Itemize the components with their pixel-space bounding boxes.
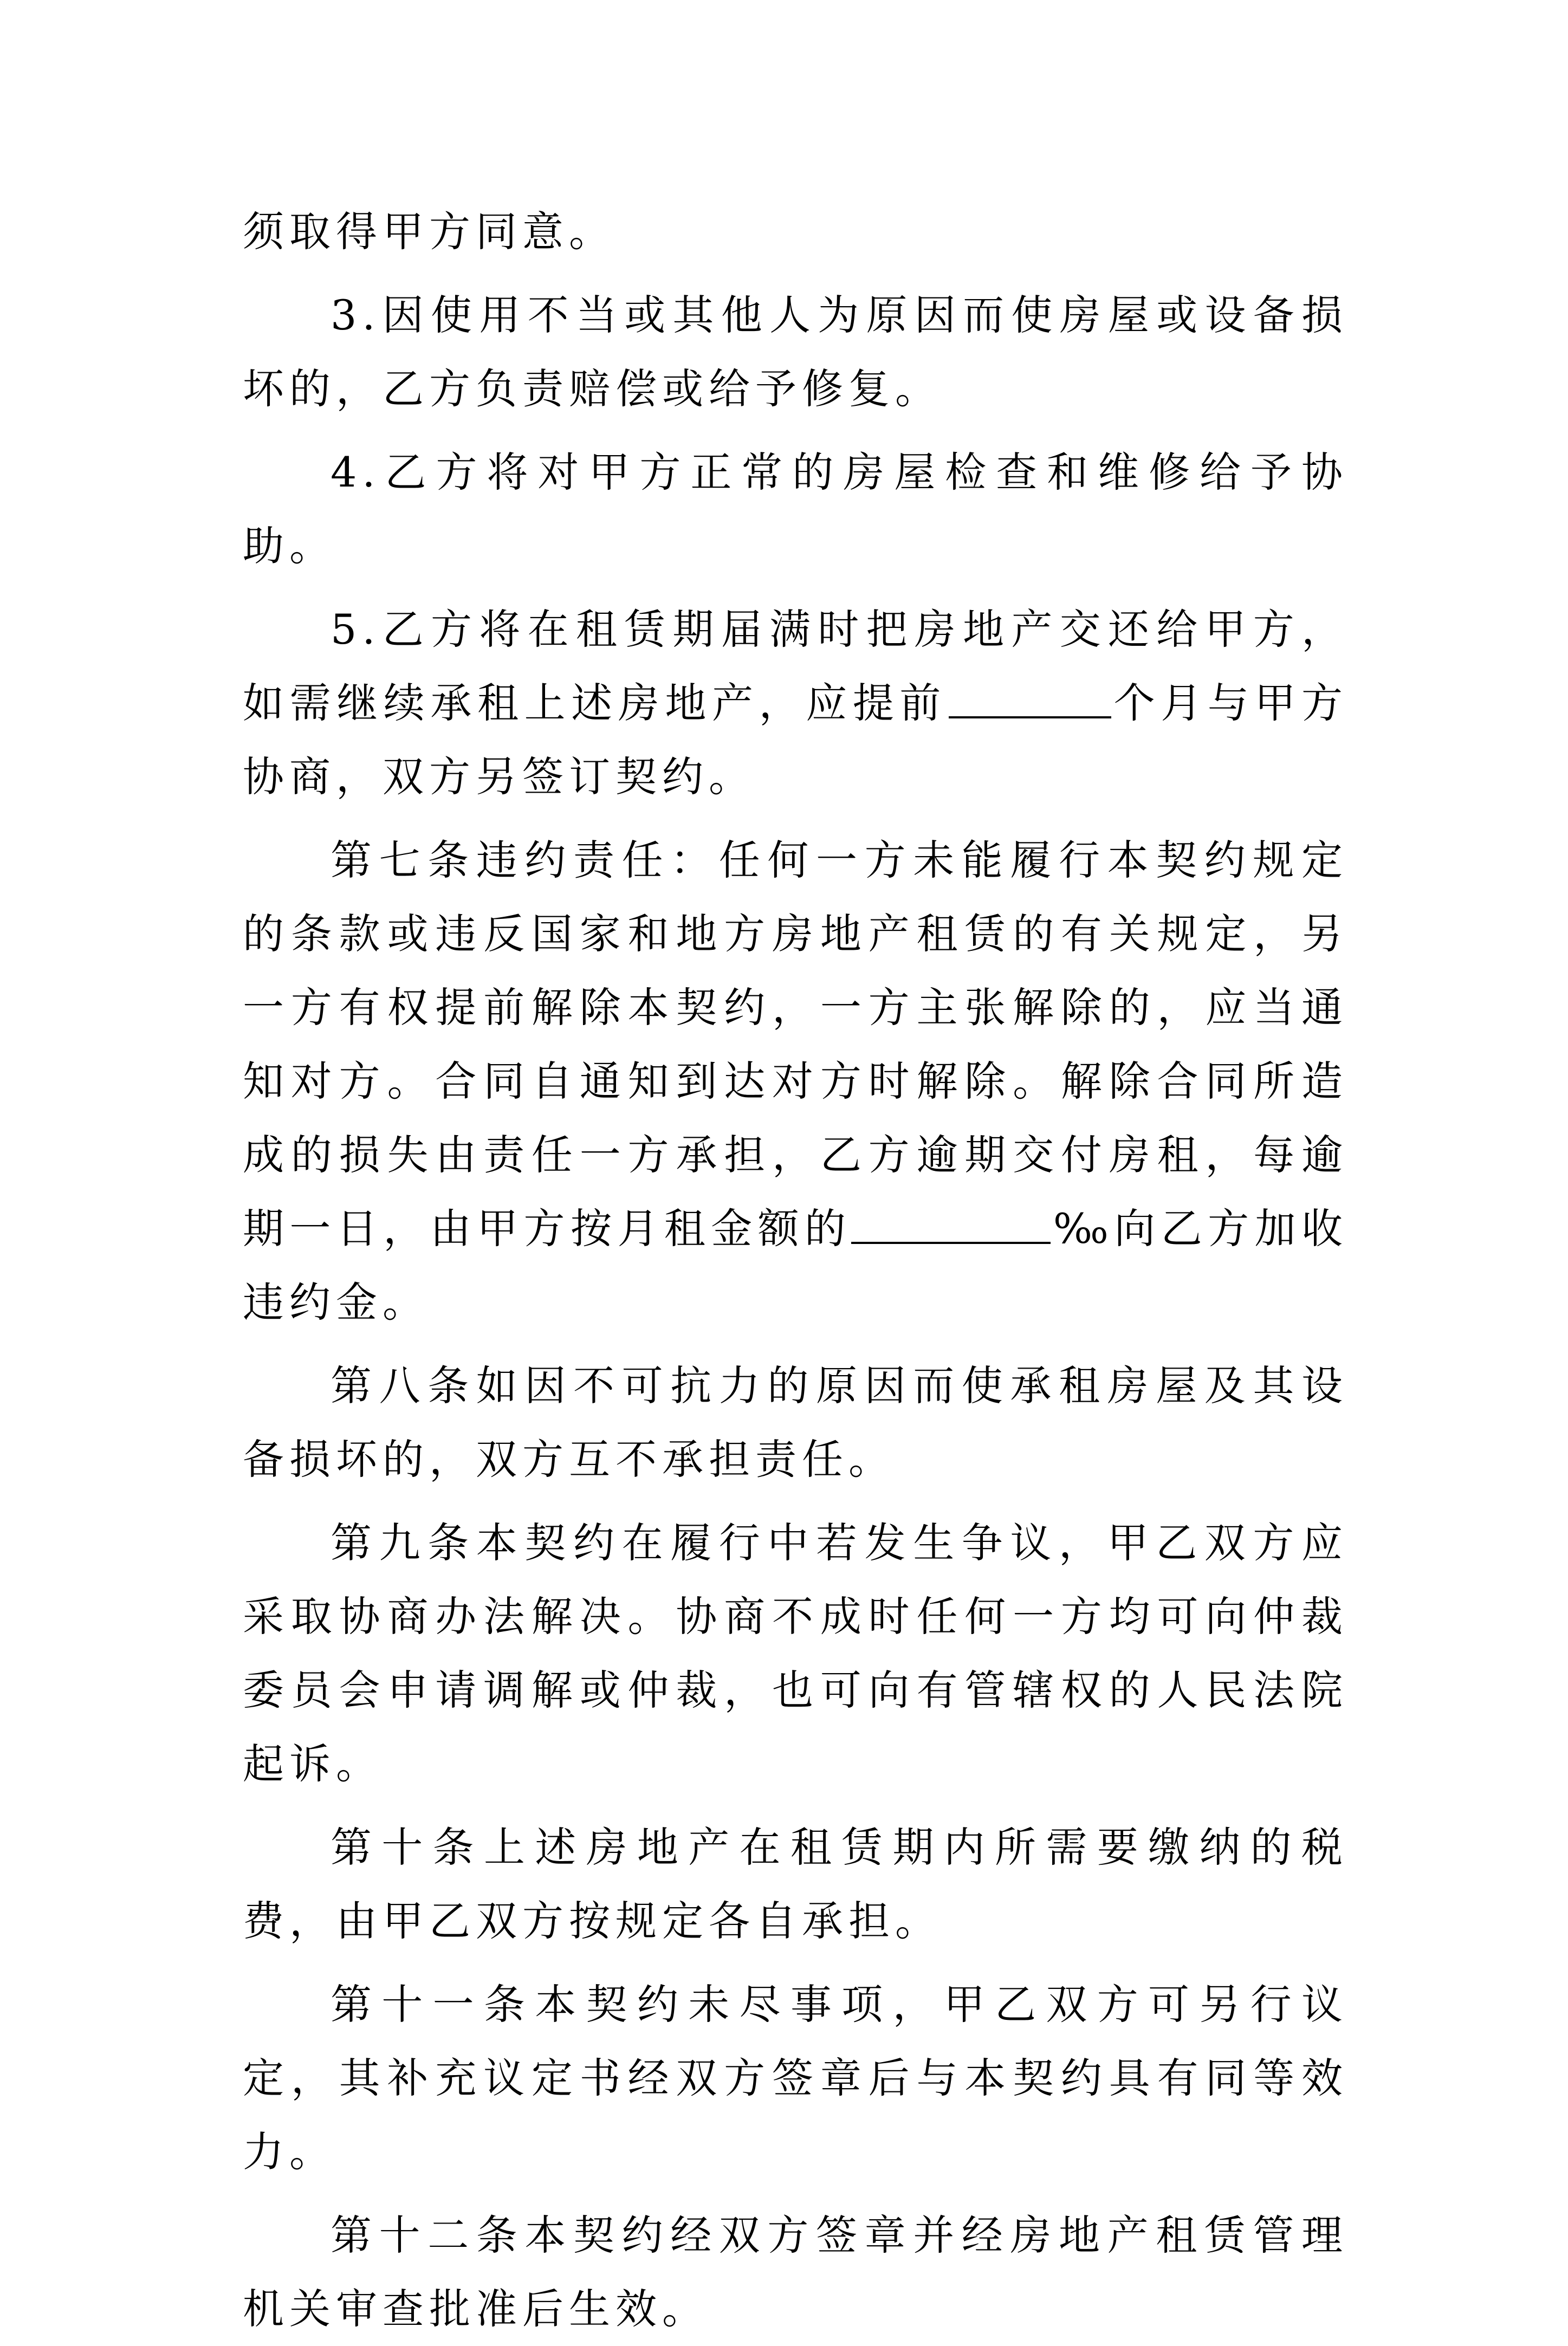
months-blank-field[interactable] bbox=[949, 683, 1111, 718]
paragraph-item-4: 4.乙方将对甲方正常的房屋检查和维修给予协助。 bbox=[243, 448, 1348, 570]
item-5-text-after: 个月与甲方协商，双方另签订契约。 bbox=[243, 679, 1348, 801]
penalty-rate-blank-field[interactable] bbox=[851, 1208, 1051, 1244]
article-7-text-after: ‰向乙方加收违约金。 bbox=[243, 1204, 1348, 1326]
item-5-text-before: 5.乙方将在租赁期届满时把房地产交还给甲方，如需继续承租上述房地产，应提前 bbox=[243, 605, 1348, 727]
paragraph-continuation: 须取得甲方同意。 bbox=[243, 208, 615, 256]
paragraph-article-9: 第九条本契约在履行中若发生争议，甲乙双方应采取协商办法解决。协商不成时任何一方均可向仲裁委员会申请调解或仲裁，也可向有管辖权的人民法院起诉。 bbox=[243, 1519, 1348, 1788]
paragraph-article-11: 第十一条本契约未尽事项，甲乙双方可另行议定，其补充议定书经双方签章后与本契约具有同等效力。 bbox=[243, 1980, 1348, 2176]
article-7-text-before: 第七条违约责任：任何一方未能履行本契约规定的条款或违反国家和地方房地产租赁的有关规定，另一方有权提前解除本契约，一方主张解除的，应当通知对方。合同自通知到达对方时解除。解除合同所造成的损失由责任一方承担，乙方逾期交付房租，每逾期一日，由甲方按月租金额的 bbox=[243, 836, 1348, 1253]
paragraph-item-5 bbox=[243, 593, 1348, 814]
paragraph-article-10: 第十条上述房地产在租赁期内所需要缴纳的税费，由甲乙双方按规定各自承担。 bbox=[243, 1823, 1348, 1945]
paragraph-article-12: 第十二条本契约经双方签章并经房地产租赁管理机关审查批准后生效。 bbox=[243, 2211, 1348, 2333]
paragraph-item-3: 3.因使用不当或其他人为原因而使房屋或设备损坏的，乙方负责赔偿或给予修复。 bbox=[243, 291, 1348, 413]
paragraph-article-7 bbox=[243, 824, 1348, 1339]
contract-page bbox=[243, 195, 1348, 2346]
paragraph-article-8: 第八条如因不可抗力的原因而使承租房屋及其设备损坏的，双方互不承担责任。 bbox=[243, 1362, 1348, 1483]
